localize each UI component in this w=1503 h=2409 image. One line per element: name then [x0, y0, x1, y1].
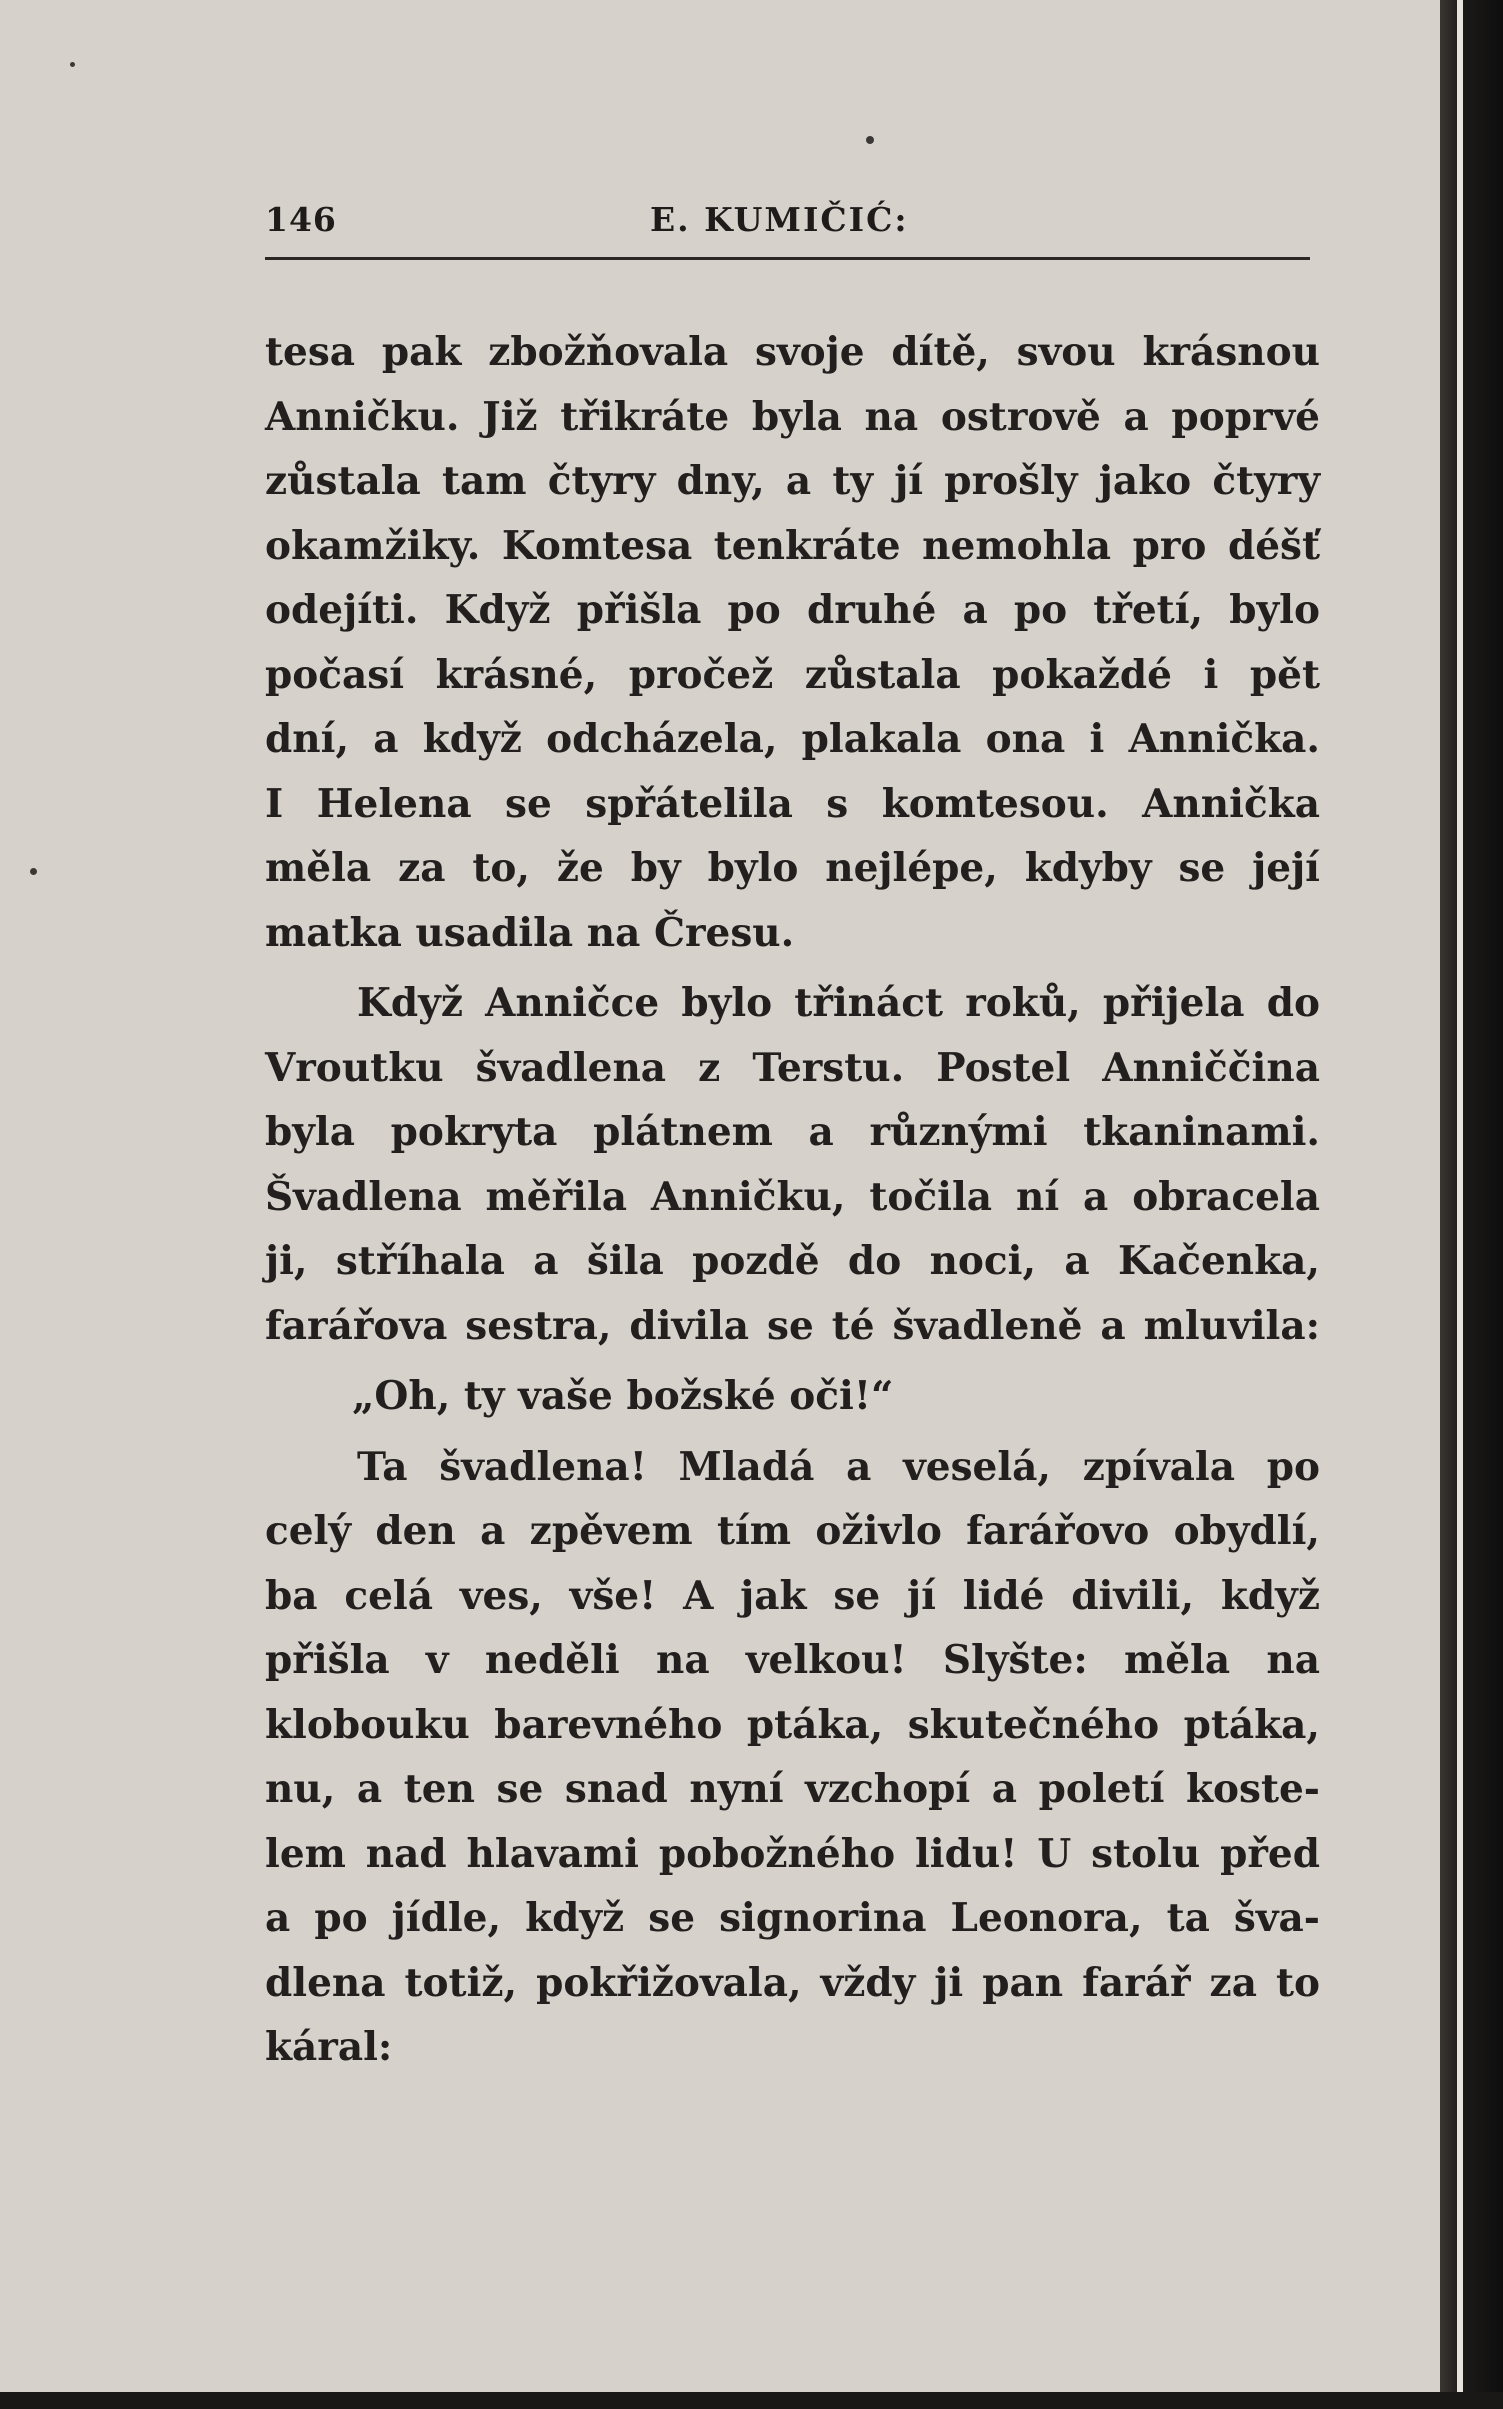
- page-number: 146: [265, 200, 337, 239]
- text-line: počasí krásné, pročež zůstala pokaždé i pět: [265, 651, 1320, 698]
- book-spine: [1440, 0, 1503, 2409]
- quote-line: „Oh, ty vaše božské oči!“: [352, 1373, 894, 1419]
- text-line: přišla v neděli na velkou! Slyšte: měla na: [265, 1637, 1320, 1683]
- text-line: klobouku barevného ptáka, skutečného ptáka,: [265, 1701, 1320, 1748]
- page-body: [265, 320, 1320, 2080]
- text-line: ji, stříhala a šila pozdě do noci, a Kačenka,: [265, 1238, 1320, 1284]
- text-line: dlena totiž, pokřižovala, vždy ji pan farář za to: [265, 1959, 1320, 2006]
- scan-speck: [70, 62, 75, 67]
- text-line: a po jídle, když se signorina Leonora, ta šva-: [265, 1895, 1320, 1941]
- text-line: dní, a když odcházela, plakala ona i Annička.: [265, 716, 1320, 762]
- text-line: tesa pak zbožňovala svoje dítě, svou krásnou: [265, 329, 1320, 375]
- text-line: matka usadila na Čresu.: [265, 909, 795, 956]
- text-line: celý den a zpěvem tím oživlo farářovo obydlí,: [265, 1508, 1320, 1554]
- text-line: Když Anničce bylo třináct roků, přijela do: [357, 980, 1320, 1026]
- text-line: lem nad hlavami pobožného lidu! U stolu před: [265, 1830, 1320, 1877]
- scan-bottom-edge: [0, 2392, 1503, 2409]
- scan-speck: [866, 136, 874, 144]
- paragraph: [265, 320, 1320, 965]
- text-line: Švadlena měřila Anničku, točila ní a obracela: [265, 1173, 1320, 1220]
- text-line: káral:: [265, 2024, 393, 2070]
- text-line: zůstala tam čtyry dny, a ty jí prošly jako čtyry: [265, 458, 1320, 504]
- text-line: I Helena se spřátelila s komtesou. Annička: [265, 780, 1320, 827]
- text-line: měla za to, že by bylo nejlépe, kdyby se její: [265, 845, 1320, 891]
- text-line: byla pokryta plátnem a různými tkaninami.: [265, 1109, 1320, 1155]
- running-title: E. KUMIČIĆ:: [650, 200, 909, 239]
- quote-paragraph: [265, 1364, 1320, 1429]
- text-line: okamžiky. Komtesa tenkráte nemohla pro déšť: [265, 522, 1320, 569]
- text-line: Vroutku švadlena z Terstu. Postel Anniččina: [265, 1044, 1320, 1091]
- text-line: nu, a ten se snad nyní vzchopí a poletí koste-: [265, 1766, 1320, 1812]
- text-line: Ta švadlena! Mladá a veselá, zpívala po: [357, 1443, 1320, 1490]
- text-line: ba celá ves, vše! A jak se jí lidé divili, když: [265, 1572, 1320, 1619]
- text-line: farářova sestra, divila se té švadleně a mluvila:: [265, 1302, 1320, 1349]
- page-header: [265, 195, 1310, 260]
- scan-speck: [30, 868, 37, 875]
- text-line: Anničku. Již třikráte byla na ostrově a poprvé: [265, 393, 1320, 440]
- page-edge: [1457, 0, 1463, 2409]
- text-line: odejíti. Když přišla po druhé a po třetí, bylo: [265, 587, 1320, 633]
- paragraph: [265, 971, 1320, 1358]
- paragraph: [265, 1435, 1320, 2080]
